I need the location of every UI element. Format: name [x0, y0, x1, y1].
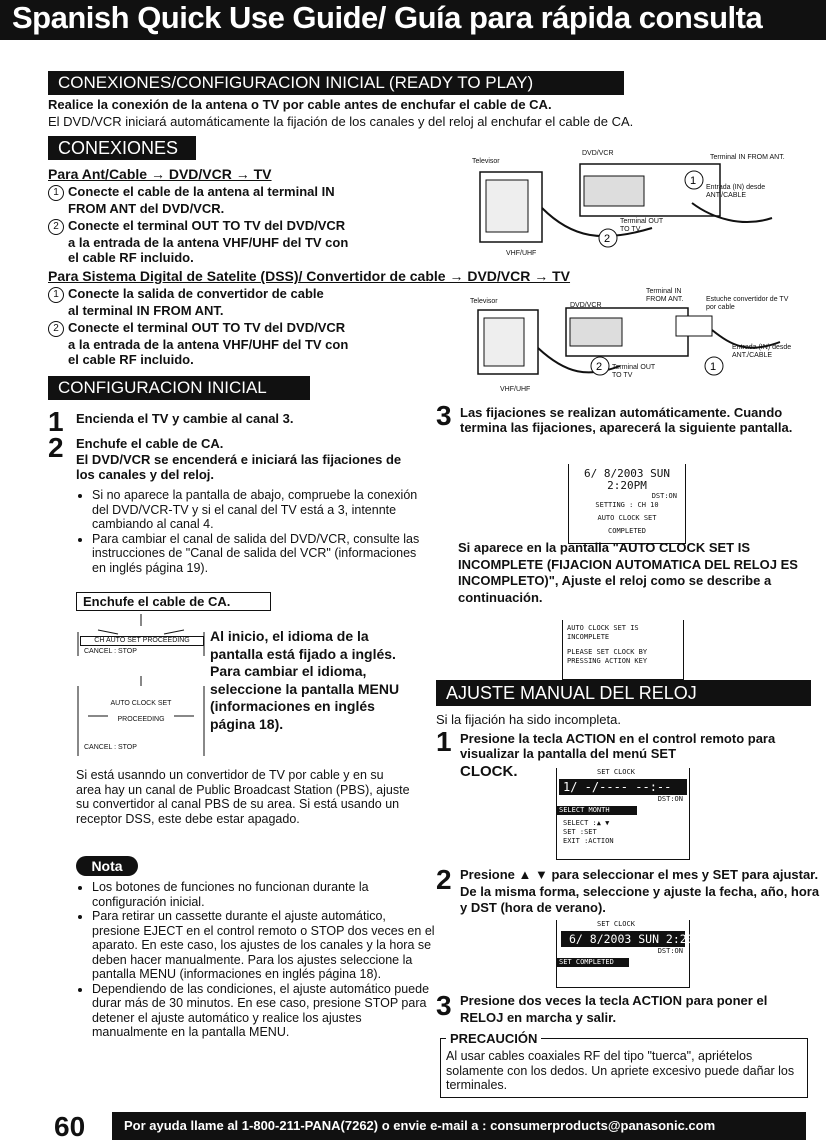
- screen-set-completed: [556, 920, 708, 988]
- step-number-2: 2: [48, 219, 64, 235]
- config-bullets: [78, 488, 422, 575]
- step-number-1: 1: [48, 287, 64, 303]
- list-item: • Si no aparece la pantalla de abajo, compruebe la conexión del DVD/VCR-TV y si el canal del TV está a 3, intennte cambiando al canal 4.: [92, 488, 422, 532]
- screen-line-1: AUTO CLOCK SET IS: [567, 624, 639, 632]
- step-dss-2-c: el cable RF incluido.: [68, 352, 194, 367]
- precaucion-text: Al usar cables coaxiales RF del tipo "tuerca", apriételos solamente con los dedos. Un apriete excesivo puede dañar los terminales.: [446, 1049, 795, 1092]
- screen-completed: [568, 464, 686, 544]
- nota-bullets: [78, 880, 437, 1040]
- step-dss-2: [48, 320, 458, 367]
- ajuste-intro: Si la fijación ha sido incompleta.: [436, 712, 621, 727]
- fig1-in-label: Terminal IN FROM ANT.: [710, 154, 785, 161]
- step-ant-2-c: el cable RF incluido.: [68, 250, 194, 265]
- screen-line-3: PLEASE SET CLOCK BY: [567, 648, 648, 656]
- step-dss-1-b: al terminal IN FROM ANT.: [68, 303, 224, 318]
- screen-datetime: 6/ 8/2003 SUN 2:20PM: [583, 467, 671, 492]
- step-dss-2-b: a la entrada de la antena VHF/UHF del TV con: [68, 337, 349, 352]
- screen-auto-clock: AUTO CLOCK SET: [597, 514, 657, 522]
- diagram-antenna-connection: [472, 148, 792, 260]
- config-step-1: Encienda el TV y cambie al canal 3.: [76, 411, 294, 426]
- screen-datetime: 6/ 8/2003 SUN 2:20PM: [561, 931, 685, 947]
- screen-line-4: PRESSING ACTION KEY: [567, 657, 648, 665]
- screen-line-1: CH AUTO SET PROCEEDING: [80, 636, 204, 646]
- step-dss-2-a: Conecte el terminal OUT TO TV del DVD/VCR: [68, 320, 346, 335]
- intro-text: El DVD/VCR iniciará automáticamente la fijación de los canales y del reloj al enchufar el cable de CA.: [48, 114, 634, 129]
- step-ant-2-a: Conecte el terminal OUT TO TV del DVD/VCR: [68, 218, 346, 233]
- fig2-vhf-label: VHF/UHF: [500, 386, 531, 393]
- step-number-2: 2: [436, 864, 452, 895]
- screen-completed-text: COMPLETED: [608, 527, 646, 535]
- screen-auto-clock-set: [78, 676, 204, 756]
- step-ant-1-b: FROM ANT del DVD/VCR.: [68, 201, 225, 216]
- screen-line-2: PROCEEDING: [117, 716, 165, 723]
- step-dss-1: [48, 286, 458, 318]
- fig1-vcr-label: DVD/VCR: [582, 150, 614, 157]
- section-title-conexiones-configuracion: CONEXIONES/CONFIGURACION INICIAL (READY TO PLAY): [48, 71, 624, 95]
- nota-badge: Nota: [76, 856, 138, 876]
- section-title-conexiones: CONEXIONES: [48, 136, 196, 160]
- section-title-configuracion: CONFIGURACION INICIAL: [48, 376, 310, 400]
- fig2-ent-label: Entrada (IN) desde ANT./CABLE: [732, 344, 792, 359]
- step-number-1: 1: [48, 185, 64, 201]
- screen-line-1: AUTO CLOCK SET: [110, 700, 172, 707]
- page-number: 60: [54, 1111, 86, 1142]
- config-step-2b: El DVD/VCR se encenderá e iniciará las fijaciones de los canales y del reloj.: [76, 452, 402, 482]
- help-footer: Por ayuda llame al 1-800-211-PANA(7262) o envie e-mail a : consumerproducts@panasonic.com: [112, 1112, 806, 1140]
- screen-title: SET CLOCK: [597, 920, 635, 928]
- screen-setting: SETTING : CH 10: [595, 501, 659, 509]
- screen-date-field[interactable]: 1/ -/---- --:--: [559, 779, 687, 795]
- fig2-conv-label: Estuche convertidor de TV por cable: [706, 296, 789, 311]
- svg-text:2: 2: [596, 361, 603, 373]
- list-item: • Para retirar un cassette durante el ajuste automático, presione EJECT en el control remoto o STOP dos veces en el aparato. En este caso, los ajustes de los canales y la hora se deben hacer manualmente. Para los ajustes seleccione la pantalla MENU (informaciones en inglés página 18).: [92, 909, 437, 982]
- list-item: • Para cambiar el canal de salida del DVD/VCR, consulte las instrucciones de "Canal de salida del VCR" (informaciones en inglés página 19).: [92, 532, 422, 576]
- svg-text:1: 1: [690, 175, 697, 187]
- incomplete-note: Si aparece en la pantalla "AUTO CLOCK SET IS INCOMPLETE (FIJACION AUTOMATICA DEL RELOJ ES INCOMPLETO)", Ajuste el reloj como se describe a continuación.: [458, 540, 798, 605]
- fig2-out-label: Terminal OUT TO TV: [612, 364, 656, 379]
- svg-text:1: 1: [710, 361, 717, 373]
- screen-line-2: INCOMPLETE: [567, 633, 610, 641]
- diagram-dss-connection: [470, 286, 800, 396]
- step-number-3: 3: [436, 990, 452, 1021]
- fig1-ent-label: Entrada (IN) desde ANT./CABLE: [706, 184, 766, 199]
- box-label: Enchufe el cable de CA.: [76, 592, 271, 611]
- screen-line-3: CANCEL : STOP: [84, 744, 137, 751]
- step-ant-1: [48, 184, 458, 216]
- page-title: Spanish Quick Use Guide/ Guía para rápida consulta: [0, 0, 826, 40]
- screen-line: SELECT :▲ ▼: [563, 819, 610, 827]
- screen-title: SET CLOCK: [597, 768, 635, 776]
- screen-dst: DST:ON: [651, 492, 677, 500]
- fig2-in-label: Terminal IN FROM ANT.: [646, 288, 684, 303]
- section-title-ajuste: AJUSTE MANUAL DEL RELOJ: [436, 680, 811, 706]
- step-number-2: 2: [48, 432, 64, 463]
- step-ant-2-b: a la entrada de la antena VHF/UHF del TV con: [68, 235, 349, 250]
- step-number-1: 1: [436, 726, 452, 757]
- screen-line-2: CANCEL : STOP: [84, 648, 137, 655]
- list-item: • Dependiendo de las condiciones, el ajuste automático puede durar más de 30 minutos. En ese caso, presione STOP para detener el ajuste automático y realice los ajustes manualmente en la pantalla MENU.: [92, 982, 437, 1040]
- screen-line: EXIT :ACTION: [563, 837, 614, 845]
- step-ant-1-a: Conecte el cable de la antena al terminal IN: [68, 184, 335, 199]
- pbs-paragraph: Si está usanndo un convertidor de TV por cable y en su area hay un canal de Public Broadcast Station (PBS), ajuste su convertidor al canal PBS de su area. Si está usando un receptor DSS, este debe estar apagado.: [76, 768, 410, 826]
- screen-select-month[interactable]: SELECT MONTH: [557, 806, 637, 815]
- list-item: • Los botones de funciones no funcionan durante la configuración inicial.: [92, 880, 437, 909]
- connection-illustration-1: [472, 148, 792, 260]
- fig2-tv-label: Televisor: [470, 298, 498, 305]
- fig1-out-label: Terminal OUT TO TV: [620, 218, 664, 233]
- subheading-dss: Para Sistema Digital de Satelite (DSS)/ Convertidor de cable → DVD/VCR → TV: [48, 268, 571, 284]
- step-ant-2: [48, 218, 458, 265]
- screen-set-clock: [556, 768, 690, 860]
- config-step-3: Las fijaciones se realizan automáticamente. Cuando termina las fijaciones, aparecerá la siguiente pantalla.: [460, 405, 793, 435]
- language-note: Al inicio, el idioma de la pantalla está fijado a inglés. Para cambiar el idioma, seleccione la pantalla MENU (informaciones en inglés página 18).: [210, 628, 400, 732]
- screen-incomplete: [562, 620, 684, 680]
- screen-dst: DST:ON: [657, 947, 683, 955]
- step-dss-1-a: Conecte la salida de convertidor de cable: [68, 286, 324, 301]
- config-step-2a: Enchufe el cable de CA.: [76, 436, 224, 451]
- screen-line: SET :SET: [563, 828, 597, 836]
- precaucion-title: PRECAUCIÓN: [446, 1031, 541, 1046]
- fig1-vhf-label: VHF/UHF: [506, 250, 537, 257]
- fig2-vcr-label: DVD/VCR: [570, 302, 602, 309]
- step-number-3: 3: [436, 400, 452, 431]
- step-number-1: 1: [48, 406, 64, 437]
- intro-bold: Realice la conexión de la antena o TV por cable antes de enchufar el cable de CA.: [48, 97, 552, 112]
- ajuste-step-1-clock: CLOCK.: [460, 763, 518, 780]
- screen-ch-auto-set: [78, 612, 204, 656]
- screen-dst: DST:ON: [657, 795, 683, 803]
- fig1-tv-label: Televisor: [472, 158, 500, 165]
- ajuste-step-1: Presione la tecla ACTION en el control remoto para visualizar la pantalla del menú SET: [460, 731, 776, 761]
- screen-set-completed-bar: SET COMPLETED: [557, 958, 629, 967]
- ajuste-step-3: Presione dos veces la tecla ACTION para poner el RELOJ en marcha y salir.: [460, 993, 768, 1025]
- svg-text:2: 2: [604, 233, 611, 245]
- step-number-2: 2: [48, 321, 64, 337]
- subheading-ant-cable: Para Ant/Cable → DVD/VCR → TV: [48, 166, 272, 182]
- ajuste-step-2: Presione ▲ ▼ para seleccionar el mes y SET para ajustar. De la misma forma, seleccione y ajuste la fecha, año, hora y DST (hora de verano).: [460, 867, 820, 915]
